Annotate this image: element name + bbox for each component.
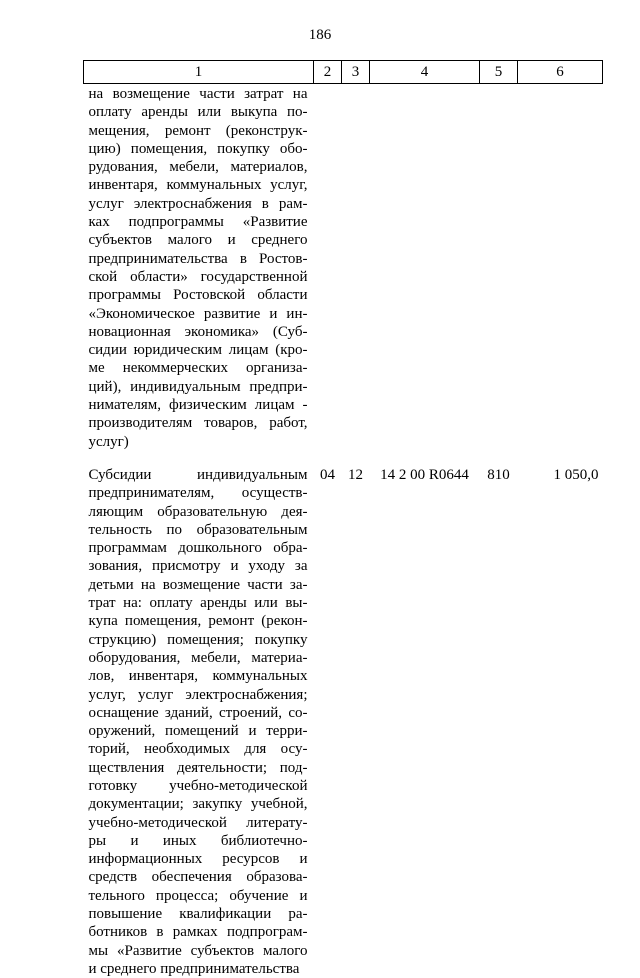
table-row — [84, 84, 603, 460]
budget-table — [83, 60, 603, 978]
description-line: «Экономическое развитие и ин- — [88, 305, 308, 322]
description-line: субъектов малого и среднего — [88, 232, 308, 249]
description-line: и среднего предпринимательства — [88, 960, 300, 977]
description-line: детьми на возмещение части за- — [88, 576, 308, 593]
description-line: предпринимательства в Ростов- — [88, 250, 308, 267]
description-line: средств обеспечения образова- — [88, 869, 308, 886]
description-line: новационная экономика» (Суб- — [88, 323, 308, 340]
description-line: цию) помещения, покупку обо- — [88, 140, 308, 157]
description-line: на возмещение части затрат на — [88, 86, 308, 102]
column-header: 5 — [480, 61, 518, 84]
description-line: ры и иных библиотечно- — [88, 832, 308, 849]
column-header: 2 — [314, 61, 342, 84]
description-line: услуг, услуг электроснабжения; — [88, 686, 308, 703]
cell-amount: 1 050,0 — [553, 466, 599, 483]
column-header: 6 — [518, 61, 603, 84]
description-line: сидии юридическим лицам (кро- — [88, 342, 308, 359]
description-line: производителям товаров, работ, — [88, 415, 308, 432]
description-line: ществления деятельности; под- — [88, 759, 308, 776]
row-description — [84, 84, 314, 460]
cell-section — [314, 84, 342, 460]
description-line: оплату аренды или выкупа по- — [88, 104, 308, 121]
table-row — [84, 460, 603, 978]
description-line: ций), индивидуальным предпри- — [88, 378, 308, 395]
description-line: Субсидии индивидуальным — [88, 466, 308, 483]
description-line: струкцию) помещения; покупку — [88, 631, 308, 648]
cell-target-article: 14 2 00 R0644 — [380, 466, 469, 483]
page-number: 186 — [308, 27, 332, 43]
description-line: программы Ростовской области — [88, 287, 308, 304]
description-line: торий, необходимых для осу- — [88, 741, 308, 758]
description-line: ляющим образовательную дея- — [88, 503, 308, 520]
cell-amount — [518, 84, 603, 460]
description-line: услуг) — [88, 433, 129, 450]
cell-subsection — [342, 84, 370, 460]
description-line: тельность по образовательным — [88, 521, 308, 538]
cell-expense-type: 810 — [487, 466, 510, 483]
description-line: повышение квалификации ра- — [88, 906, 308, 923]
description-line: услуг электроснабжения в рам- — [88, 195, 308, 212]
description-line: ках подпрограммы «Развитие — [88, 214, 308, 231]
description-line: оружений, помещений и терри- — [88, 723, 308, 740]
description-line: мещения, ремонт (реконструк- — [88, 122, 308, 139]
description-line: инвентаря, коммунальных услуг, — [88, 177, 308, 194]
column-header: 1 — [84, 61, 314, 84]
cell-subsection: 12 — [348, 466, 363, 483]
description-line: нимателям, физическим лицам - — [88, 397, 308, 414]
description-line: купа помещения, ремонт (рекон- — [88, 613, 308, 630]
description-line: документации; закупку учебной, — [88, 796, 308, 813]
description-line: ме некоммерческих организа- — [88, 360, 308, 377]
description-line: зования, присмотру и уходу за — [88, 558, 308, 575]
cell-target-article — [370, 84, 480, 460]
description-line: оснащение зданий, строений, со- — [88, 704, 308, 721]
description-line: лов, инвентаря, коммунальных — [88, 668, 308, 685]
description-line: оборудования, мебели, материа- — [88, 649, 308, 666]
description-line: предпринимателям, осуществ- — [88, 485, 308, 502]
description-line: ботников в рамках подпрограм- — [88, 924, 308, 941]
description-line: готовку учебно-методической — [88, 777, 308, 794]
table-header-row — [84, 61, 603, 84]
description-line: программам дошкольного обра- — [88, 540, 308, 557]
description-line: учебно-методической литерату- — [88, 814, 308, 831]
cell-section: 04 — [320, 466, 335, 483]
description-line: тельного процесса; обучение и — [88, 887, 308, 904]
description-line: трат на: оплату аренды или вы- — [88, 595, 308, 612]
description-line: ской области» государственной — [88, 268, 308, 285]
column-header: 3 — [342, 61, 370, 84]
row-description — [84, 460, 314, 978]
description-line: рудования, мебели, материалов, — [88, 159, 308, 176]
column-header: 4 — [370, 61, 480, 84]
description-line: мы «Развитие субъектов малого — [88, 942, 308, 959]
cell-expense-type — [480, 84, 518, 460]
description-line: информационных ресурсов и — [88, 851, 308, 868]
